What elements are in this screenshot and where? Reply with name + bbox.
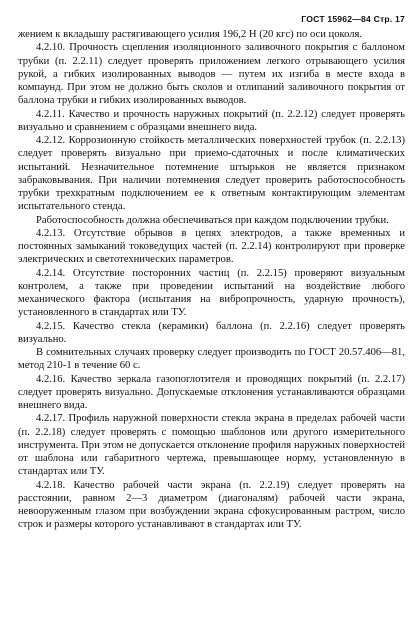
paragraph-4-2-14: 4.2.14. Отсутствие посторонних частиц (п. 2.2.15) проверяют визуальным контролем, а также при проведении испытаний на воздействие любого механического фактора (испытания на вибропрочность, ударную прочность), установленного в стандартах или ТУ. [18, 267, 405, 319]
paragraph-4-2-18: 4.2.18. Качество рабочей части экрана (п. 2.2.19) следует проверять на расстоянии, равном 2—3 диаметром (диагоналям) рабочей части экрана, невооруженным глазом при возбуждении экрана сфокусированным растром, число строк и размеры которого устанавливают в стандартах или ТУ. [18, 479, 405, 531]
body-text [18, 28, 405, 532]
paragraph: В сомнительных случаях проверку следует производить по ГОСТ 20.57.406—81, метод 210-1 в течение 60 с. [18, 347, 405, 372]
running-head: ГОСТ 15962—84 Стр. 17 [301, 14, 405, 24]
paragraph: Работоспособность должна обеспечиваться при каждом подключении трубки. [36, 214, 389, 226]
paragraph-4-2-11: 4.2.11. Качество и прочность наружных покрытий (п. 2.2.12) следует проверять визуально и сравнением с образцами внешнего вида. [18, 108, 405, 133]
paragraph-4-2-15: 4.2.15. Качество стекла (керамики) баллона (п. 2.2.16) следует проверять визуально. [18, 320, 405, 345]
paragraph-4-2-10: 4.2.10. Прочность сцепления изоляционного заливочного покрытия с баллоном трубки (п. 2.2.11) следует проверять приложением легкого отрывающего усилия рукой, а гибких изолированных выводов — путем их изгиба в месте входа в компаунд. При этом не должно быть сколов и отлипаний заливочного покрытия от баллона трубки и гибких изолированных выводов. [18, 42, 405, 107]
paragraph-4-2-16: 4.2.16. Качество зеркала газопоглотителя и проводящих покрытий (п. 2.2.17) следует проверять визуально. Допускаемые отклонения устанавливаются образцами внешнего вида. [18, 373, 405, 411]
paragraph: жением к вкладышу растягивающего усилия 196,2 Н (20 кгс) по оси цоколя. [18, 29, 363, 40]
paragraph-4-2-17: 4.2.17. Профиль наружной поверхности стекла экрана в пределах рабочей части (п. 2.2.18) следует проверять с помощью шаблонов или другого измерительного инструмента. При этом не допускается отклонение профиля наружных поверхностей от шаблона или габаритного чертежа, превышающее норму, установленную в стандартах или ТУ. [18, 413, 405, 478]
paragraph-4-2-13: 4.2.13. Отсутствие обрывов в цепях электродов, а также временных и постоянных замыканий токоведущих частей (п. 2.2.14) контролируют при проверке электрических и светотехнических параметров. [18, 227, 405, 266]
paragraph-4-2-12: 4.2.12. Коррозионную стойкость металлических поверхностей трубок (п. 2.2.13) следует проверять визуально при приемо-сдаточных и после климатических испытаний. Незначительное потемнение штырьков не является признаком забраковывания. При наличии потемнения следует проверить работоспособность трубки трехкратным подключением ее к ответным контактирующим элементам испытательного стенда. [18, 135, 405, 213]
